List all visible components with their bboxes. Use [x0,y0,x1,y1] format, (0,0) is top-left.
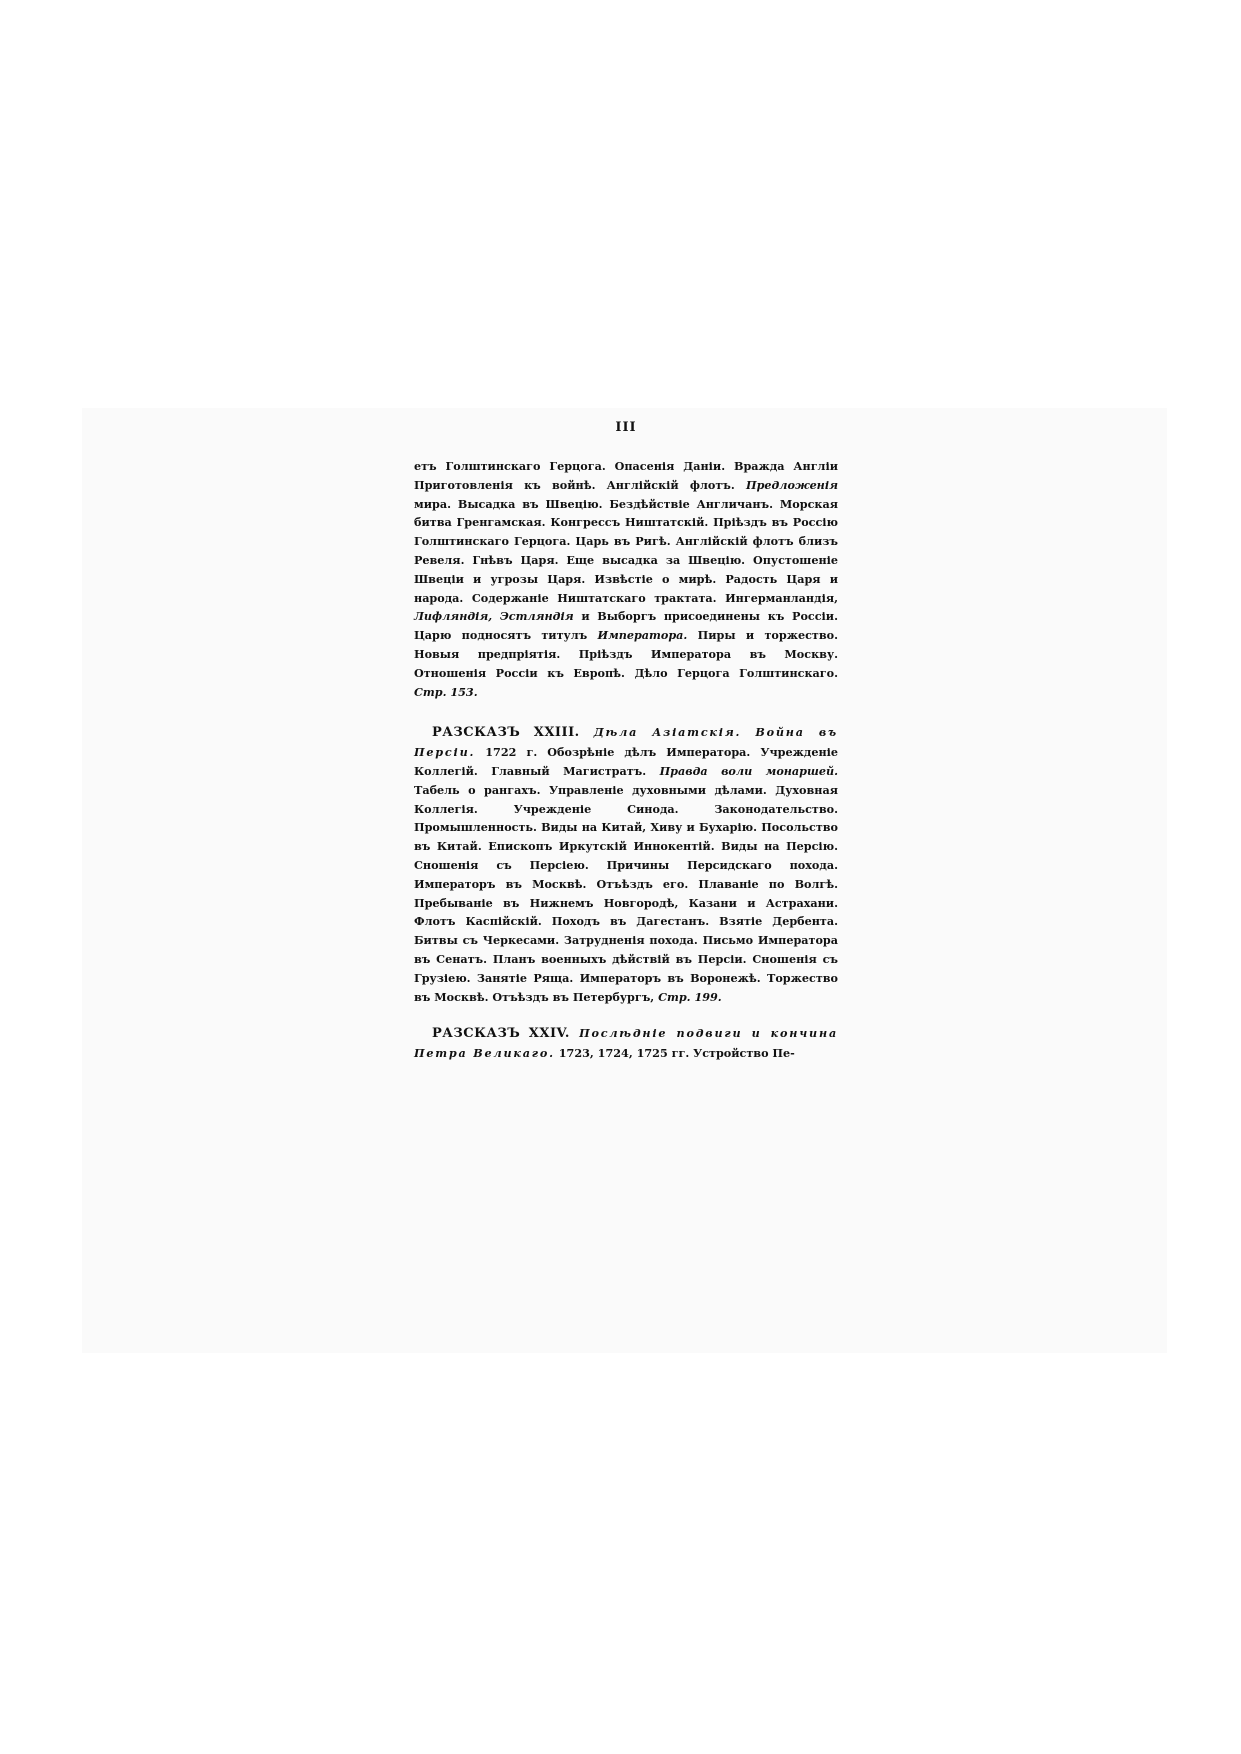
text-run: 1722 г. Обозрѣніе дѣлъ Императора. Учрежденіе Коллегій. Главный Магистратъ. [414,745,838,778]
story-xxiii-paragraph [414,723,838,1006]
story-subtitle: Дѣла Азіатскія. Война въ Персіи. [414,725,838,760]
story-heading: РАЗСКАЗЪ XXIV. [432,1026,570,1042]
text-run: Табель о рангахъ. Управленіе духовными дѣлами. Духовная Коллегія. Учрежденіе Синода. Законодательство. Промышленность. Виды на Китай, Хиву и Бухарію. Посольство въ Китай. Епископъ Иркутскій Иннокентій. Виды на Персію. Сношенія съ Персіею. Причины Персидскаго похода. Императоръ въ Москвѣ. Отъѣздъ его. Плаваніе по Волгѣ. Пребываніе въ Нижнемъ Новгородѣ, Казани и Астрахани. Флотъ Каспійскій. Походъ въ Дагестанъ. Взятіе Дербента. Битвы съ Черкесами. Затрудненія похода. Письмо Императора въ Сенатъ. Планъ военныхъ дѣйствій въ Персіи. Сношенія съ Грузіею. Занятіе Ряща. Императоръ въ Воронежѣ. Торжество въ Москвѣ. Отъѣздъ въ Петербургъ, [414,782,838,1004]
story-subtitle: Послѣдніе подвиги и кончина Петра Великаго. [414,1026,838,1061]
emphasis-text: Императора. [597,628,688,643]
text-run: Пиры и торжество. Новыя предпріятія. Пріѣздъ Императора въ Москву. Отношенія Россіи къ Европѣ. Дѣло Герцога Голштинскаго. [414,628,838,680]
story-xxiv-paragraph [414,1024,838,1063]
emphasis-text: Лифляндія, Эстляндія [414,609,574,624]
story-heading: РАЗСКАЗЪ XXIII. [432,725,580,741]
page-reference: Стр. 153. [414,684,478,699]
emphasis-text: Правда воли монаршей. [659,763,838,778]
text-run: етъ Голштинскаго Герцога. Опасенія Даніи. Вражда Англіи Приготовленія къ войнѣ. Англійскій флотъ. [414,459,838,492]
summary-paragraph-continued [414,457,838,701]
page-number: III [615,420,637,435]
text-run: и Выборгъ присоединены къ Россіи. Царю подносятъ титулъ [414,609,838,643]
page-reference: Стр. 199. [658,989,722,1004]
text-run: мира. Высадка въ Швецію. Бездѣйствіе Англичанъ. Морская битва Гренгамская. Конгрессъ Ништатскій. Пріѣздъ въ Россію Голштинскаго Герцога. Царь въ Ригѣ. Англійскій флотъ близъ Ревеля. Гнѣвъ Царя. Еще высадка за Швецію. Опустошеніе Швеціи и угрозы Царя. Извѣстіе о мирѣ. Радость Царя и народа. Содержаніе Ништатскаго трактата. Ингерманландія, [414,496,838,605]
emphasis-text: Предложенія [746,477,838,492]
document-page [414,420,838,1063]
text-run: 1723, 1724, 1725 гг. Устройство Пе- [554,1046,795,1061]
